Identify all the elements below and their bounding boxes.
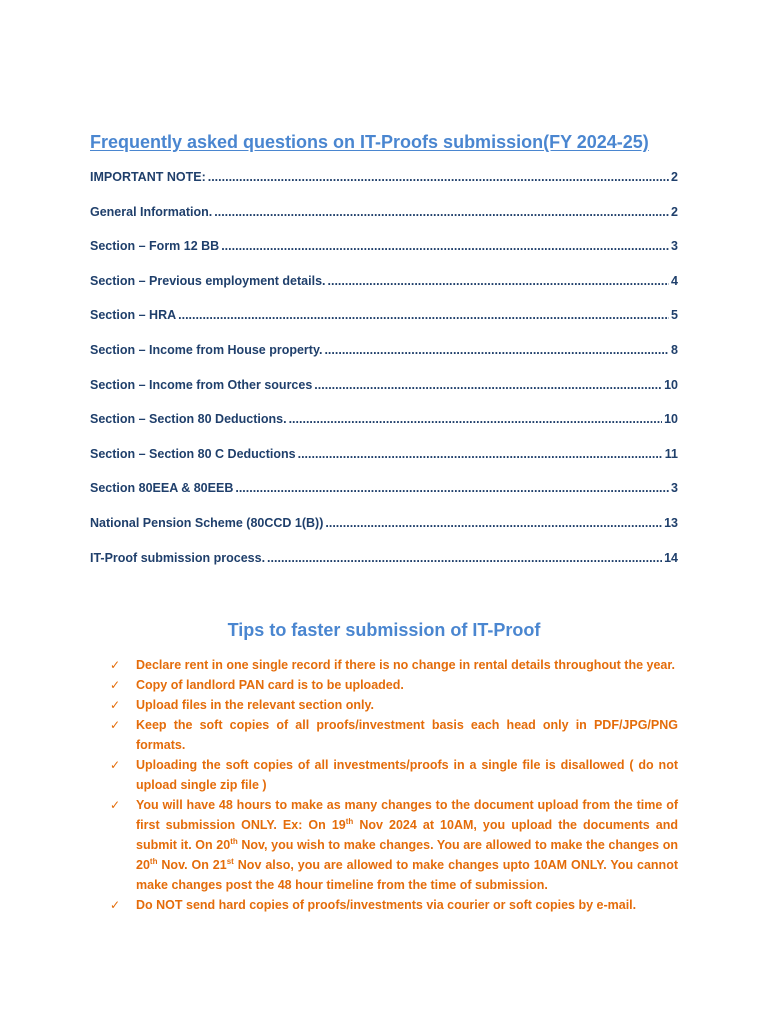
tip-item — [110, 695, 678, 715]
tip-text: Declare rent in one single record if there is no change in rental details throughout the year. — [136, 658, 676, 672]
toc-page-number: 2 — [671, 204, 678, 219]
toc-entry-label: Section – HRA — [90, 308, 177, 323]
tip-item — [110, 795, 678, 895]
toc-page-number: 3 — [671, 481, 678, 496]
toc-entry[interactable] — [90, 447, 678, 482]
tip-text-part: Nov 2024 at 10AM, you upload the documents and submit it. On 20 — [136, 818, 678, 852]
toc-dot-leader — [325, 516, 662, 530]
tip-item — [110, 675, 678, 695]
toc-entry-label: Section – Section 80 Deductions. — [90, 412, 287, 427]
toc-entry-label: Section – Income from House property. — [90, 342, 323, 357]
tips-heading: Tips to faster submission of IT-Proof — [227, 620, 541, 640]
toc-dot-leader — [221, 239, 669, 253]
tip-text-part: You will have 48 hours to make as many changes to the document upload from the time of first submission ONLY. Ex: On 19 — [136, 798, 678, 832]
checkmark-icon: ✓ — [110, 678, 121, 692]
toc-entry[interactable] — [90, 378, 678, 413]
toc-entry[interactable] — [90, 516, 678, 551]
toc-dot-leader — [289, 412, 663, 426]
toc-entry[interactable] — [90, 551, 678, 586]
toc-page-number: 3 — [671, 239, 678, 254]
toc-entry-label: Section – Previous employment details. — [90, 273, 326, 288]
document-title: Frequently asked questions on IT-Proofs submission(FY 2024-25) — [90, 132, 649, 152]
toc-entry[interactable] — [90, 239, 678, 274]
table-of-contents — [90, 170, 678, 585]
toc-entry[interactable] — [90, 170, 678, 205]
toc-entry-label: IT-Proof submission process. — [90, 550, 266, 565]
toc-entry-label: Section – Form 12 BB — [90, 239, 220, 254]
toc-entry[interactable] — [90, 412, 678, 447]
toc-entry[interactable] — [90, 481, 678, 516]
toc-entry-label: Section 80EEA & 80EEB — [90, 481, 234, 496]
toc-page-number: 5 — [671, 308, 678, 323]
toc-page-number: 10 — [664, 412, 678, 427]
toc-entry[interactable] — [90, 308, 678, 343]
checkmark-icon: ✓ — [110, 758, 121, 772]
tip-item — [110, 655, 678, 675]
checkmark-icon: ✓ — [110, 658, 121, 672]
toc-dot-leader — [324, 343, 669, 357]
tip-text-part: Nov also, you are allowed to make changes upto 10AM ONLY. You cannot make changes post the 48 hour timeline from the time of submission. — [136, 858, 678, 892]
tip-text-part: Nov. On 21 — [157, 858, 227, 872]
toc-entry[interactable] — [90, 205, 678, 240]
tip-text-part: Nov, you wish to make changes. You are allowed to make the changes on 20 — [136, 838, 679, 872]
toc-page-number: 4 — [671, 273, 678, 288]
toc-dot-leader — [267, 551, 662, 565]
checkmark-icon: ✓ — [110, 718, 121, 732]
toc-dot-leader — [235, 481, 669, 495]
toc-page-number: 14 — [664, 550, 678, 565]
checkmark-icon: ✓ — [110, 698, 121, 712]
toc-entry[interactable] — [90, 343, 678, 378]
tip-text: Upload files in the relevant section only. — [136, 698, 375, 712]
toc-dot-leader — [328, 274, 670, 288]
tip-text: Do NOT send hard copies of proofs/investments via courier or soft copies by e-mail. — [136, 898, 637, 912]
checkmark-icon: ✓ — [110, 898, 121, 912]
toc-page-number: 2 — [671, 170, 678, 184]
checkmark-icon: ✓ — [110, 798, 121, 812]
toc-entry-label: IMPORTANT NOTE: — [90, 170, 206, 184]
toc-entry-label: General Information. — [90, 204, 213, 219]
ordinal-suffix: th — [230, 836, 238, 846]
toc-page-number: 13 — [664, 515, 678, 530]
toc-entry-label: Section – Section 80 C Deductions — [90, 446, 296, 461]
tip-text: Uploading the soft copies of all investments/proofs in a single file is disallowed ( do not upload single zip file ) — [136, 758, 678, 792]
tip-item — [110, 895, 678, 915]
toc-entry[interactable] — [90, 274, 678, 309]
ordinal-suffix: th — [149, 856, 158, 866]
tip-item — [110, 755, 678, 795]
tips-list — [110, 655, 678, 915]
toc-entry-label: Section – Income from Other sources — [90, 377, 313, 392]
tip-text: Copy of landlord PAN card is to be uploaded. — [136, 678, 404, 692]
toc-dot-leader — [214, 205, 669, 219]
tip-text — [136, 798, 678, 892]
toc-dot-leader — [298, 447, 663, 461]
toc-dot-leader — [314, 378, 662, 392]
toc-dot-leader — [208, 170, 669, 184]
tip-text: Keep the soft copies of all proofs/investment basis each head only in PDF/JPG/PNG formats. — [136, 718, 678, 752]
ordinal-suffix: th — [345, 816, 354, 826]
toc-page-number: 8 — [671, 342, 678, 357]
toc-page-number: 11 — [664, 446, 678, 461]
tip-item — [110, 715, 678, 755]
toc-page-number: 10 — [664, 377, 678, 392]
ordinal-suffix: st — [226, 856, 234, 866]
toc-dot-leader — [178, 308, 669, 322]
toc-entry-label: National Pension Scheme (80CCD 1(B)) — [90, 515, 324, 530]
